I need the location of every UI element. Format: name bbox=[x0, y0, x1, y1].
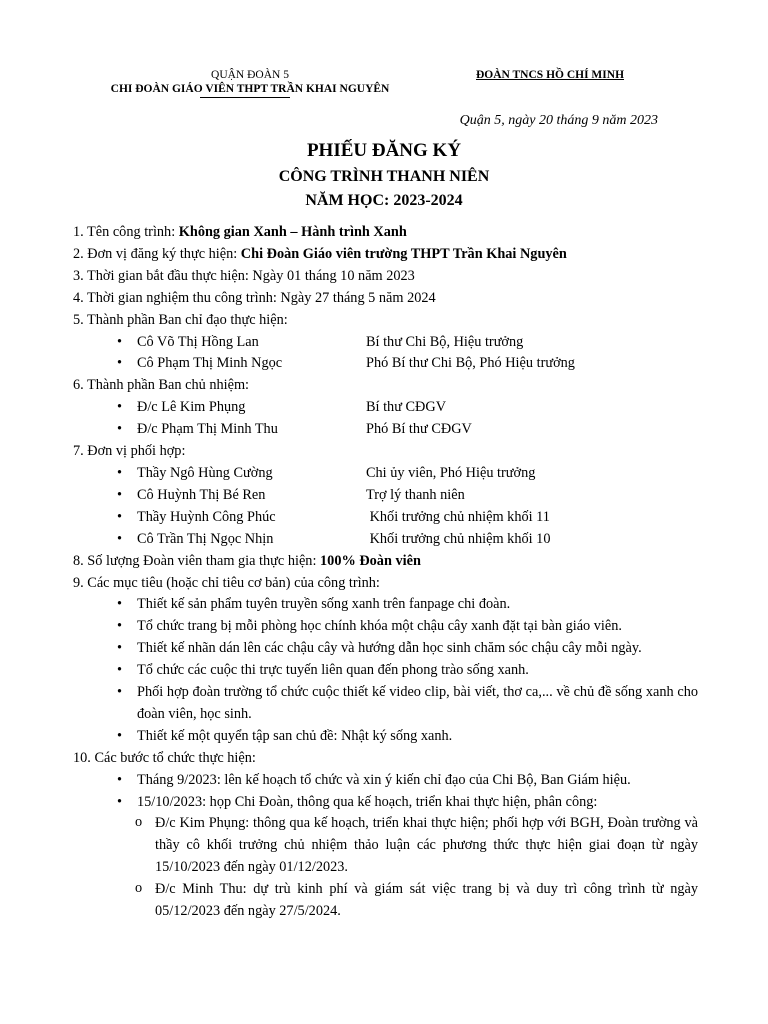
header-left bbox=[80, 68, 420, 96]
item-objectives: 9. Các mục tiêu (hoặc chỉ tiêu cơ bản) của công trình: bbox=[73, 574, 380, 591]
item-management-board: 6. Thành phần Ban chủ nhiệm: bbox=[73, 377, 250, 394]
school-year: NĂM HỌC: 2023-2024 bbox=[305, 192, 463, 209]
item-acceptance-date: 4. Thời gian nghiệm thu công trình: Ngày 27 tháng 5 năm 2024 bbox=[73, 289, 436, 306]
document-subtitle: CÔNG TRÌNH THANH NIÊN bbox=[278, 168, 490, 185]
list-item: • Tổ chức các cuộc thi trực tuyến liên quan đến phong trào sống xanh. bbox=[73, 660, 698, 682]
header-underline bbox=[200, 97, 290, 98]
list-item: • 15/10/2023: họp Chi Đoàn, thông qua kế hoạch, triển khai thực hiện, phân công: bbox=[73, 792, 698, 814]
list-item: • Cô Trần Thị Ngọc Nhịn Khối trưởng chủ nhiệm khối 10 bbox=[73, 529, 698, 551]
list-item: • Cô Võ Thị Hồng Lan Bí thư Chi Bộ, Hiệu trưởng bbox=[73, 332, 698, 354]
document-date: Quận 5, ngày 20 tháng 9 năm 2023 bbox=[459, 113, 658, 128]
item-registering-unit: 2. Đơn vị đăng ký thực hiện: Chi Đoàn Giáo viên trường THPT Trần Khai Nguyên bbox=[73, 245, 567, 262]
list-item: • Thiết kế sản phẩm tuyên truyền sống xanh trên fanpage chi đoàn. bbox=[73, 594, 698, 616]
list-item: • Đ/c Lê Kim Phụng Bí thư CĐGV bbox=[73, 397, 698, 419]
branch-name: CHI ĐOÀN GIÁO VIÊN THPT TRẦN KHAI NGUYÊN bbox=[110, 83, 390, 95]
list-item: • Đ/c Phạm Thị Minh Thu Phó Bí thư CĐGV bbox=[73, 419, 698, 441]
document-title: PHIẾU ĐĂNG KÝ bbox=[306, 140, 462, 161]
sub-list-item: o Đ/c Minh Thu: dự trù kinh phí và giám sát việc trang bị và duy trì công trình từ ngày 05/12/2023 đến ngày 27/5/2024. bbox=[73, 879, 698, 923]
sub-list-item: o Đ/c Kim Phụng: thông qua kế hoạch, triển khai thực hiện; phối hợp với BGH, Đoàn trường và thầy cô khối trưởng chủ nhiệm thảo luận các phương thức thực hiện giai đoạn từ ngày 15/10/2023 đến ngày 01/12/2023. bbox=[73, 813, 698, 879]
list-item: • Thiết kế nhãn dán lên các chậu cây và hướng dẫn học sinh chăm sóc chậu cây mỗi ngày. bbox=[73, 638, 698, 660]
list-item: • Cô Huỳnh Thị Bé Ren Trợ lý thanh niên bbox=[73, 485, 698, 507]
item-member-count: 8. Số lượng Đoàn viên tham gia thực hiện: 100% Đoàn viên bbox=[73, 552, 421, 569]
list-item: • Tổ chức trang bị mỗi phòng học chính khóa một chậu cây xanh đặt tại bàn giáo viên. bbox=[73, 616, 698, 638]
document-body bbox=[73, 222, 698, 923]
district-union-name: QUẬN ĐOÀN 5 bbox=[211, 69, 289, 81]
item-steering-committee: 5. Thành phần Ban chỉ đạo thực hiện: bbox=[73, 311, 288, 328]
list-item: • Tháng 9/2023: lên kế hoạch tổ chức và xin ý kiến chỉ đạo của Chi Bộ, Ban Giám hiệu. bbox=[73, 770, 698, 792]
item-implementation-steps: 10. Các bước tổ chức thực hiện: bbox=[73, 749, 256, 766]
list-item: • Cô Phạm Thị Minh Ngọc Phó Bí thư Chi Bộ, Phó Hiệu trưởng bbox=[73, 353, 698, 375]
list-item: • Thầy Ngô Hùng Cường Chi ủy viên, Phó Hiệu trưởng bbox=[73, 463, 698, 485]
item-start-date: 3. Thời gian bắt đầu thực hiện: Ngày 01 tháng 10 năm 2023 bbox=[73, 267, 415, 284]
list-item: • Phối hợp đoàn trường tổ chức cuộc thiết kế video clip, bài viết, thơ ca,... về chủ đề sống xanh cho đoàn viên, học sinh. bbox=[73, 682, 698, 726]
item-project-name: 1. Tên công trình: Không gian Xanh – Hành trình Xanh bbox=[73, 224, 407, 240]
item-partner-units: 7. Đơn vị phối hợp: bbox=[73, 443, 186, 460]
organization-name: ĐOÀN TNCS HỒ CHÍ MINH bbox=[475, 69, 625, 81]
list-item: • Thầy Huỳnh Công Phúc Khối trưởng chủ nhiệm khối 11 bbox=[73, 507, 698, 529]
list-item: • Thiết kế một quyển tập san chủ đề: Nhật ký sống xanh. bbox=[73, 726, 698, 748]
